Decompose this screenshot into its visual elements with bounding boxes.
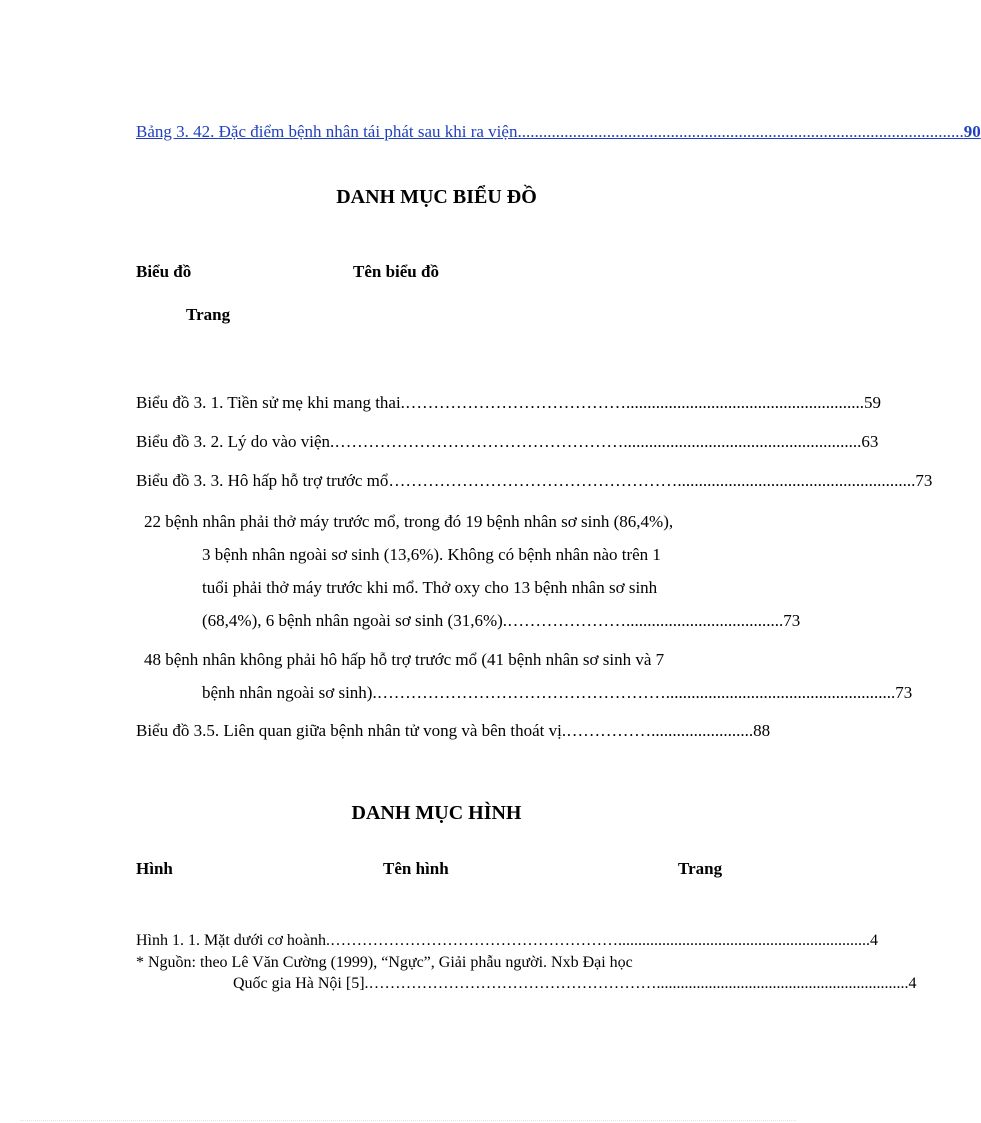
figure-source-entry[interactable] — [233, 975, 917, 993]
para-line: 3 bệnh nhân ngoài sơ sinh (13,6%). Không có bệnh nhân nào trên 1 — [202, 545, 661, 564]
chart-entry-3-3[interactable] — [136, 471, 933, 491]
figure-entry-1-1[interactable] — [136, 932, 879, 950]
entry-text: Biểu đồ 3. 2. Lý do vào viện. — [136, 432, 335, 451]
col-chart-name-label: Tên biểu đồ — [353, 262, 439, 281]
entry-dots: ………………………………………………............................................................... — [368, 975, 909, 992]
entry-dots: ……………........................ — [566, 721, 754, 740]
chart-entry-paragraph-2[interactable] — [136, 643, 913, 709]
col-chart-page-label: Trang — [186, 305, 231, 324]
col-figure-page-label: Trang — [678, 859, 723, 878]
para-line-text: bệnh nhân ngoài sơ sinh). — [202, 683, 377, 702]
chart-entry-paragraph-1[interactable] — [136, 505, 801, 637]
para-line: tuổi phải thở máy trước khi mổ. Thở oxy cho 13 bệnh nhân sơ sinh — [202, 578, 658, 597]
entry-page: 73 — [915, 471, 933, 490]
entry-dots: ……………………………………………........................................................ — [388, 471, 916, 490]
entry-page: 88 — [753, 721, 771, 740]
entry-page: 4 — [870, 932, 879, 949]
toc-link-dots: ........................................................................................................ — [521, 122, 964, 141]
entry-dots: …………………..................................... — [507, 611, 784, 630]
chart-entry-3-2[interactable] — [136, 432, 879, 452]
para-line: 22 bệnh nhân phải thở máy trước mổ, trong đó 19 bệnh nhân sơ sinh (86,4%), — [144, 512, 674, 531]
entry-dots: …………………………………........................................................ — [404, 393, 864, 412]
entry-text: Hình 1. 1. Mặt dưới cơ hoành. — [136, 932, 331, 949]
page-bottom-rule — [20, 1120, 796, 1121]
entry-page: 59 — [863, 393, 881, 412]
para-last-line — [136, 604, 801, 637]
figure-source-line: * Nguồn: theo Lê Văn Cường (1999), “Ngực”, Giải phẫu người. Nxb Đại học — [136, 954, 633, 971]
toc-link-page[interactable]: 90 — [963, 122, 981, 141]
entry-text: Biểu đồ 3.5. Liên quan giữa bệnh nhân tử vong và bên thoát vị. — [136, 721, 567, 740]
col-figure-name-label: Tên hình — [383, 859, 449, 878]
col-figure-label: Hình — [136, 859, 173, 878]
entry-text: Quốc gia Hà Nội [5]. — [233, 975, 369, 992]
entry-page: 73 — [895, 683, 913, 702]
entry-dots: ……………………………………………........................................................ — [334, 432, 862, 451]
col-chart-label: Biểu đồ — [136, 262, 192, 281]
entry-dots: ………………………………………………............................................................... — [330, 932, 871, 949]
chart-entry-3-5[interactable] — [136, 721, 771, 741]
entry-page: 4 — [908, 975, 917, 992]
figures-heading: DANH MỤC HÌNH — [351, 802, 522, 824]
chart-entry-3-1[interactable] — [136, 393, 881, 413]
entry-text: Biểu đồ 3. 1. Tiền sử mẹ khi mang thai. — [136, 393, 405, 412]
toc-link-table-3-42[interactable] — [136, 122, 981, 142]
para-last-line — [136, 676, 913, 709]
para-line: 48 bệnh nhân không phải hô hấp hỗ trợ trước mổ (41 bệnh nhân sơ sinh và 7 — [144, 650, 665, 669]
charts-heading: DANH MỤC BIỂU ĐỒ — [336, 186, 537, 208]
entry-dots: ……………………………………………...................................................... — [376, 683, 896, 702]
entry-page: 63 — [861, 432, 879, 451]
para-line-text: (68,4%), 6 bệnh nhân ngoài sơ sinh (31,6%). — [202, 611, 508, 630]
toc-link-text[interactable]: Bảng 3. 42. Đặc điểm bệnh nhân tái phát sau khi ra viện. — [136, 122, 522, 141]
entry-page: 73 — [783, 611, 801, 630]
entry-text: Biểu đồ 3. 3. Hô hấp hỗ trợ trước mổ — [136, 471, 389, 490]
